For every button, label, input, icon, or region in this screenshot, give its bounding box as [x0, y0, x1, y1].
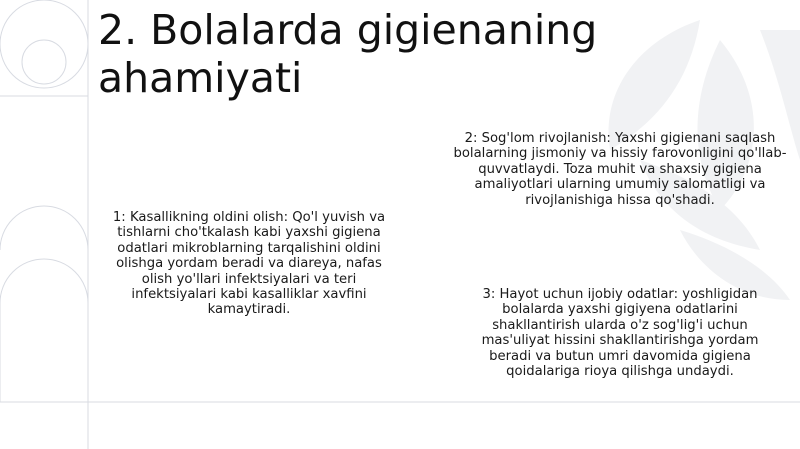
point-3-text: 3: Hayot uchun ijobiy odatlar: yoshligidan bolalarda yaxshi gigiyena odatlarini shakllantirish ularda o'z sog'lig'i uchun mas'uliyat hissini shakllantirishga yordam beradi va butun umri davomida gigiena qoidalariga rioya qilishga undaydi. — [481, 287, 759, 380]
slide-title: 2. Bolalarda gigienaning ahamiyati — [98, 6, 598, 102]
point-2-text: 2: Sog'lom rivojlanish: Yaxshi gigienani saqlash bolalarning jismoniy va hissiy farovonligini qo'llab-quvvatlaydi. Toza muhit va shaxsiy gigiena amaliyotlari ularning umumiy salomatligi va rivojlanishiga hissa qo'shadi. — [453, 131, 787, 208]
point-1-text: 1: Kasallikning oldini olish: Qo'l yuvish va tishlarni cho'tkalash kabi yaxshi gigiena odatlari mikroblarning tarqalishini oldini olishga yordam beradi va diareya, nafas olish yo'llari infektsiyalari va teri infektsiyalari kabi kasalliklar xavfini kamaytiradi. — [112, 210, 386, 318]
